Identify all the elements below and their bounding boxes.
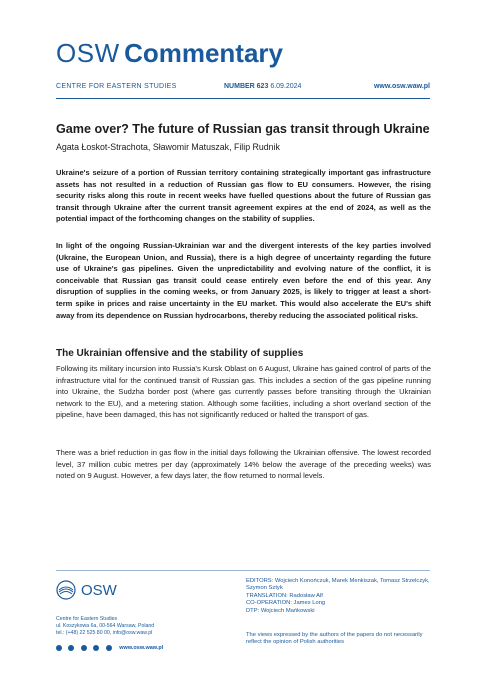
article-title: Game over? The future of Russian gas transit through Ukraine — [56, 122, 430, 136]
cooperation: CO-OPERATION: James Long — [246, 600, 326, 607]
masthead — [56, 38, 283, 70]
brand-series: Commentary — [124, 38, 283, 68]
issue-date: 6.09.2024 — [270, 83, 302, 90]
twitter-icon[interactable] — [68, 645, 74, 651]
social-row — [56, 639, 164, 651]
credits — [246, 578, 436, 615]
website-link[interactable]: www.osw.waw.pl — [373, 83, 430, 90]
facebook-icon[interactable] — [56, 645, 62, 651]
disclaimer: The views expressed by the authors of the papers do not necessarily reflect the opinion of Polish authorities — [246, 632, 423, 646]
translation: TRANSLATION: Radosław Alf — [246, 592, 323, 599]
footer-website-link[interactable]: www.osw.waw.pl — [119, 644, 164, 651]
article-authors: Agata Łoskot-Strachota, Sławomir Matuszak, Filip Rudnik — [56, 142, 280, 152]
footer-logo — [56, 580, 176, 602]
address: ul. Koszykowa 6a, 00-564 Warsaw, Poland — [56, 623, 155, 629]
issue-number-block — [224, 83, 301, 90]
dtp: DTP: Wojciech Mańkowski — [246, 607, 315, 614]
lead-paragraph-1: Ukraine's seizure of a portion of Russian territory containing strategically important gas infrastructure assets has not resulted in a reduction of Russian gas flow to EU consumers. However, the rising security risks along this route in recent weeks have fuelled questions about the future of Russian gas transit through Ukraine after the current transit agreement expires at the end of 2024, as well as the potential impact of the forthcoming changes on the stability of supplies. — [56, 168, 431, 224]
osw-logo-icon — [56, 580, 76, 600]
youtube-icon[interactable] — [93, 645, 99, 651]
meta-row — [56, 83, 430, 95]
editors: EDITORS: Wojciech Konończuk, Marek Menkiszak, Tomasz Strzelczyk, Szymon Sztyk — [246, 578, 430, 592]
section-heading: The Ukrainian offensive and the stability of supplies — [56, 348, 304, 359]
centre-label: CENTRE FOR EASTERN STUDIES — [56, 83, 177, 90]
logo-text: OSW — [81, 582, 117, 599]
lead-paragraph-2: In light of the ongoing Russian-Ukrainian war and the divergent interests of the key parties involved (Ukraine, the European Union, and Russia), there is a high degree of uncertainty regarding the future use of Ukraine's gas pipelines. Given the unpredictability and evolving nature of the conflict, it is conceivable that Russian gas transit could cease entirely even before the end of this year. Any disruption of supplies in the coming weeks, or from January 2025, is likely to trigger at least a short-term spike in prices and raise uncertainty in the EU market. This would also accelerate the EU's shift away from its dependence on Russian hydrocarbons, thereby reducing the associated political risks. — [56, 241, 431, 320]
brand-prefix: OSW — [56, 38, 120, 68]
header-divider — [56, 98, 430, 99]
footer-divider — [56, 570, 430, 571]
footer-contact — [56, 616, 206, 637]
email-icon[interactable] — [106, 645, 112, 651]
contact: tel.: (+48) 22 525 80 00, info@osw.waw.pl — [56, 630, 153, 636]
body-paragraph-1: Following its military incursion into Russia's Kursk Oblast on 6 August, Ukraine has gained control of parts of the infrastructure vital for the continued transit of Russian gas. This includes a section of the gas pipeline running into Ukraine, the Sudzha border post (where gas currently passes before transiting through the Ukrainian network to the EU), and a metering station. Although some facilities, including a short overland section of the pipeline, have been damaged, this has not significantly reduced or halted the transport of gas. — [56, 364, 431, 420]
linkedin-icon[interactable] — [81, 645, 87, 651]
body-paragraph-2: There was a brief reduction in gas flow in the initial days following the Ukrainian offensive. The lowest recorded level, 37 million cubic metres per day (approximately 14% below the average of the preceding weeks) was noted on 9 August. However, a few days later, the flow returned to normal levels. — [56, 448, 431, 481]
issue-number: NUMBER 623 — [224, 83, 269, 90]
centre-name: Centre for Eastern Studies — [56, 616, 118, 622]
